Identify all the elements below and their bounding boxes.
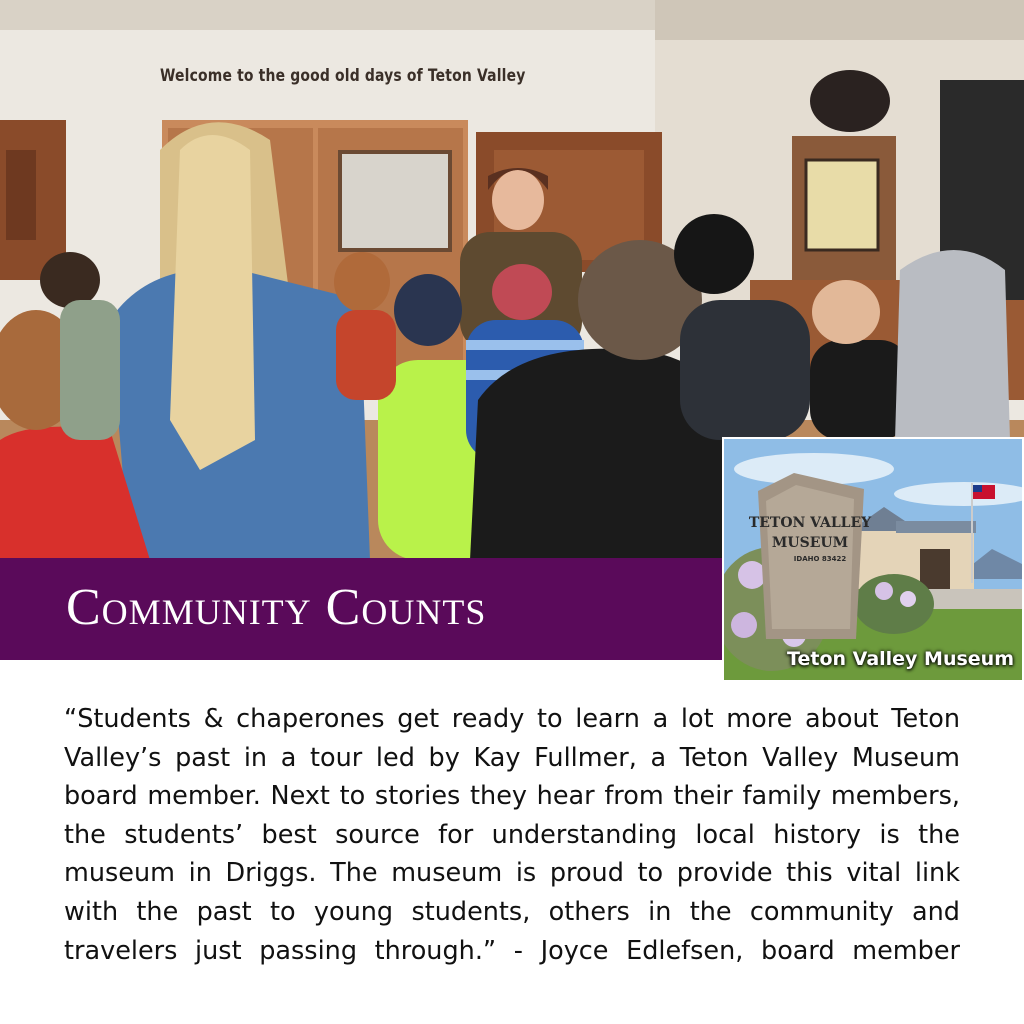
quote-paragraph: “Students & chaperones get ready to learn a lot more about Teton Valley’s past in a tour led by Kay Fullmer, a Teton Valley Museum board member. Next to stories they hear from their family members, the students’ best source for understanding local history is the museum in Driggs. The museum is proud to provide this vital link with the past to young students, others in the community and travelers just passing through.” - Joyce Edlefsen, board member bbox=[64, 704, 960, 966]
sign-line-3: IDAHO 83422 bbox=[793, 555, 847, 563]
museum-inset-photo bbox=[722, 437, 1024, 682]
inset-caption: Teton Valley Museum bbox=[787, 648, 1014, 670]
sign-line-1: TETON VALLEY bbox=[748, 515, 872, 531]
banner-title: Community Counts bbox=[66, 579, 487, 636]
wall-sign-text: Welcome to the good old days of Teton Valley bbox=[160, 66, 526, 86]
sign-line-2: MUSEUM bbox=[771, 535, 849, 551]
title-banner bbox=[0, 558, 722, 660]
museum-building-illustration bbox=[724, 439, 1022, 680]
